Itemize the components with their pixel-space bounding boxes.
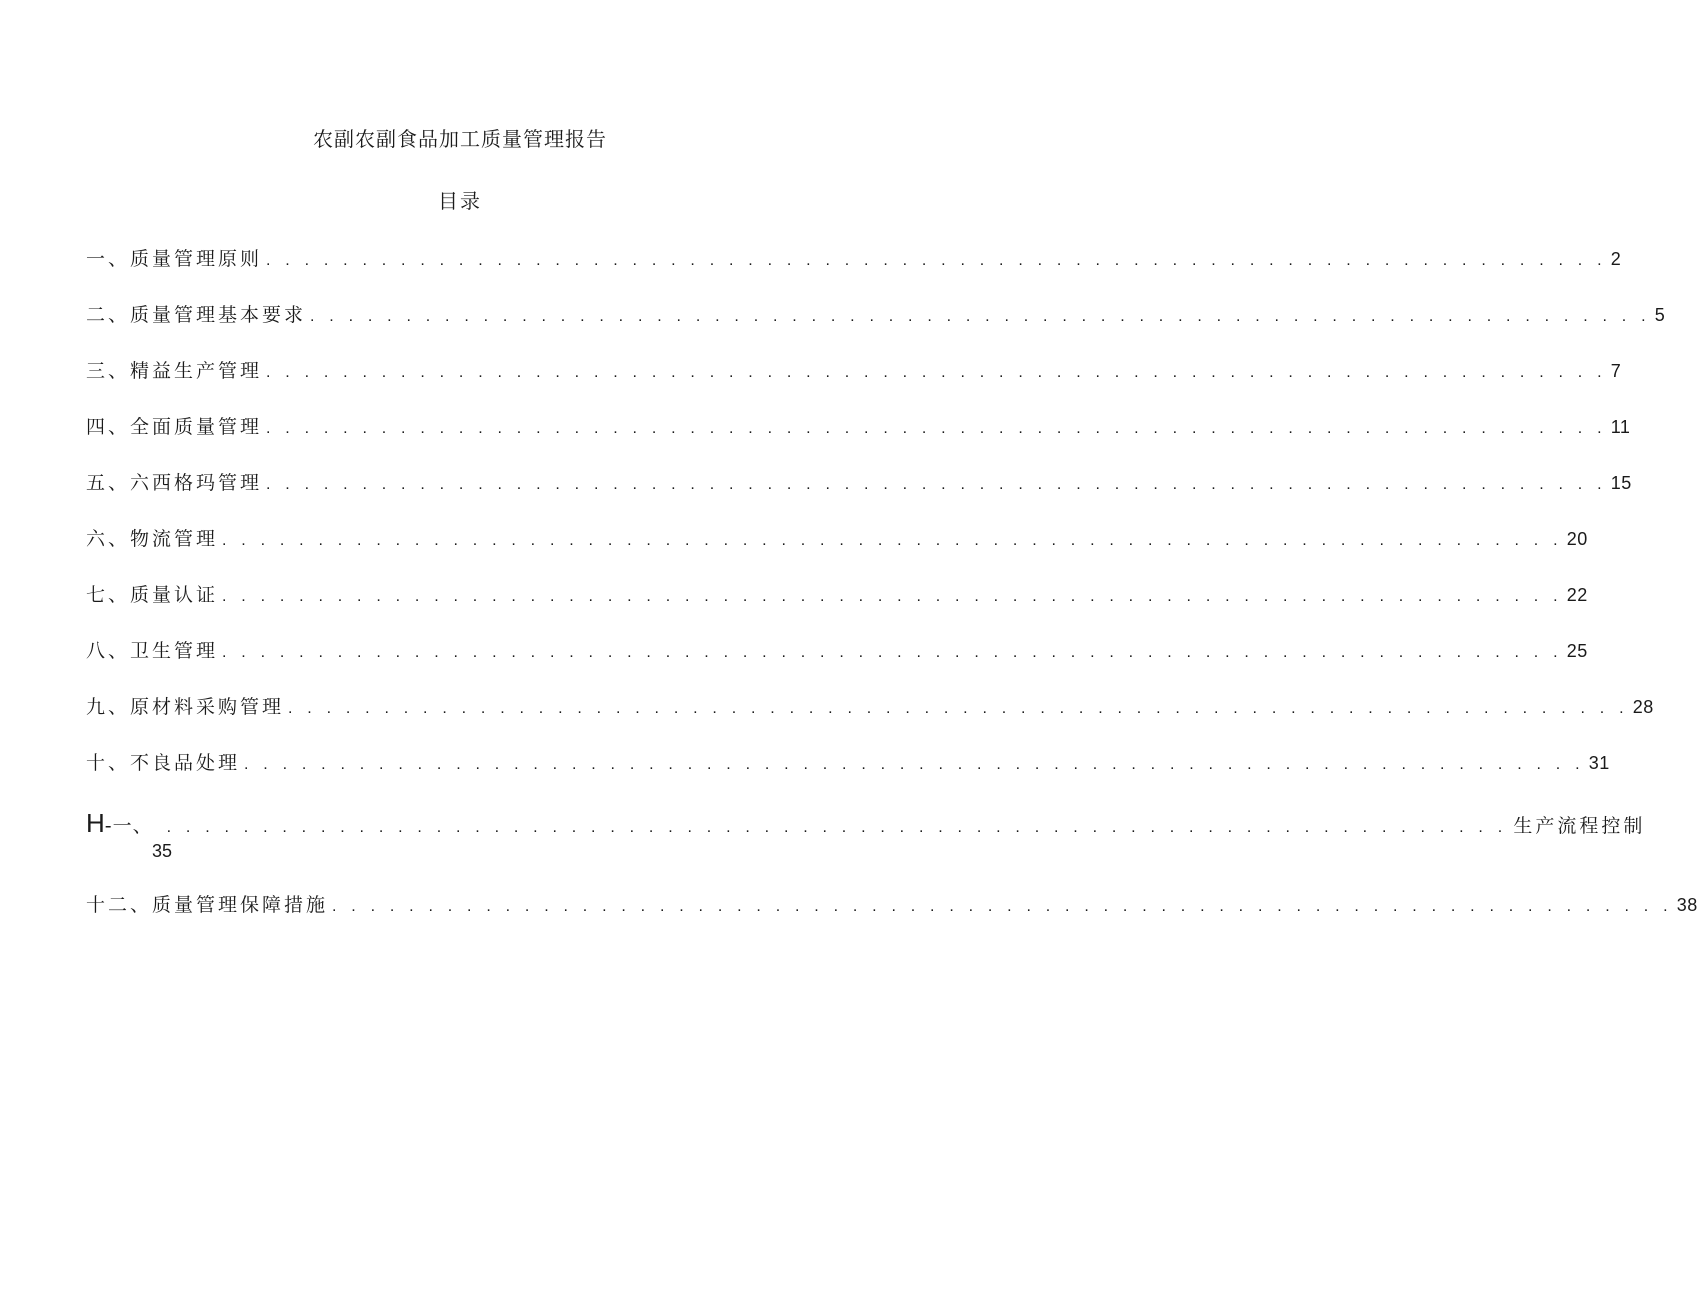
toc-entry-7[interactable] — [86, 580, 1588, 610]
toc-entry-1[interactable] — [86, 244, 1622, 274]
toc-entry-label: 二、质量管理基本要求 — [86, 304, 307, 326]
toc-entry-11[interactable] — [86, 808, 1646, 838]
toc-entry-prefix: H — [86, 808, 105, 838]
toc-entry-label: 六、物流管理 — [86, 528, 219, 550]
toc-leader: . . . . . . . . . . . . . . . . . . . . . . . . . . . . . . . . . . . . . . . . . . . . . . . . . . . . . . . . . . . . . . . . . . . . . . — [310, 308, 1651, 325]
toc-entry-12[interactable] — [86, 890, 1698, 920]
toc-entry-label: 十、不良品处理 — [86, 752, 241, 774]
toc-entry-page: 28 — [1632, 697, 1654, 717]
toc-entry-label: 一、质量管理原则 — [86, 248, 263, 270]
toc-entry-label: 七、质量认证 — [86, 584, 219, 606]
toc-entry-label: 生产流程控制 — [1513, 815, 1646, 837]
toc-entry-6[interactable] — [86, 524, 1588, 554]
toc-entry-page: 2 — [1610, 249, 1622, 269]
toc-entry-2[interactable] — [86, 300, 1666, 330]
toc-entry-5[interactable] — [86, 468, 1632, 498]
toc-leader: . . . . . . . . . . . . . . . . . . . . . . . . . . . . . . . . . . . . . . . . . . . . . . . . . . . . . . . . . . . . . . . . . . . . . . — [266, 364, 1607, 381]
toc-heading: 目录 — [438, 189, 482, 213]
toc-entry-11-page: 35 — [152, 841, 173, 861]
toc-leader: . . . . . . . . . . . . . . . . . . . . . . . . . . . . . . . . . . . . . . . . . . . . . . . . . . . . . . . . . . . . . . . . . . . . . . — [222, 644, 1563, 661]
toc-leader: . . . . . . . . . . . . . . . . . . . . . . . . . . . . . . . . . . . . . . . . . . . . . . . . . . . . . . . . . . . . . . . . . . . . . . — [266, 252, 1607, 269]
toc-leader: . . . . . . . . . . . . . . . . . . . . . . . . . . . . . . . . . . . . . . . . . . . . . . . . . . . . . . . . . . . . . . . . . . . . . . — [266, 420, 1607, 437]
toc-entry-page: 20 — [1566, 529, 1588, 549]
toc-leader: . . . . . . . . . . . . . . . . . . . . . . . . . . . . . . . . . . . . . . . . . . . . . . . . . . . . . . . . . . . . . . . . . . . . . . — [222, 588, 1563, 605]
toc-entry-page: 5 — [1654, 305, 1666, 325]
toc-entry-label: 三、精益生产管理 — [86, 360, 263, 382]
toc-entry-label: 八、卫生管理 — [86, 640, 219, 662]
toc-entry-page: 38 — [1676, 895, 1698, 915]
toc-leader: . . . . . . . . . . . . . . . . . . . . . . . . . . . . . . . . . . . . . . . . . . . . . . . . . . . . . . . . . . . . . . . . . . . . . . — [288, 700, 1629, 717]
toc-entry-9[interactable] — [86, 692, 1654, 722]
toc-entry-10[interactable] — [86, 748, 1610, 778]
toc-entry-page: 31 — [1588, 753, 1610, 773]
toc-entry-page: 15 — [1610, 473, 1632, 493]
toc-entry-label: 四、全面质量管理 — [86, 416, 263, 438]
toc-entry-8[interactable] — [86, 636, 1588, 666]
toc-entry-page: 25 — [1566, 641, 1588, 661]
toc-leader: . . . . . . . . . . . . . . . . . . . . . . . . . . . . . . . . . . . . . . . . . . . . . . . . . . . . . . . . . . . . . . . . . . . . . . — [266, 476, 1607, 493]
toc-entry-page: 22 — [1566, 585, 1588, 605]
toc-entry-label: 九、原材料采购管理 — [86, 696, 285, 718]
toc-entry-label: 十二、质量管理保障措施 — [86, 894, 329, 916]
toc-entry-3[interactable] — [86, 356, 1622, 386]
toc-entry-page: 11 — [1610, 417, 1631, 437]
toc-leader: . . . . . . . . . . . . . . . . . . . . . . . . . . . . . . . . . . . . . . . . . . . . . . . . . . . . . . . . . . . . . . . . . . . . . . — [332, 898, 1673, 915]
toc-entry-prefix-tail: -一、 — [104, 815, 153, 837]
document-title: 农副农副食品加工质量管理报告 — [313, 127, 607, 151]
toc-entry-4[interactable] — [86, 412, 1631, 442]
toc-entry-label: 五、六西格玛管理 — [86, 472, 263, 494]
toc-leader: . . . . . . . . . . . . . . . . . . . . . . . . . . . . . . . . . . . . . . . . . . . . . . . . . . . . . . . . . . . . . . . . . . . . . . — [166, 819, 1508, 836]
toc-leader: . . . . . . . . . . . . . . . . . . . . . . . . . . . . . . . . . . . . . . . . . . . . . . . . . . . . . . . . . . . . . . . . . . . . . . — [222, 532, 1563, 549]
toc-leader: . . . . . . . . . . . . . . . . . . . . . . . . . . . . . . . . . . . . . . . . . . . . . . . . . . . . . . . . . . . . . . . . . . . . . . — [244, 756, 1585, 773]
toc-entry-page: 7 — [1610, 361, 1622, 381]
